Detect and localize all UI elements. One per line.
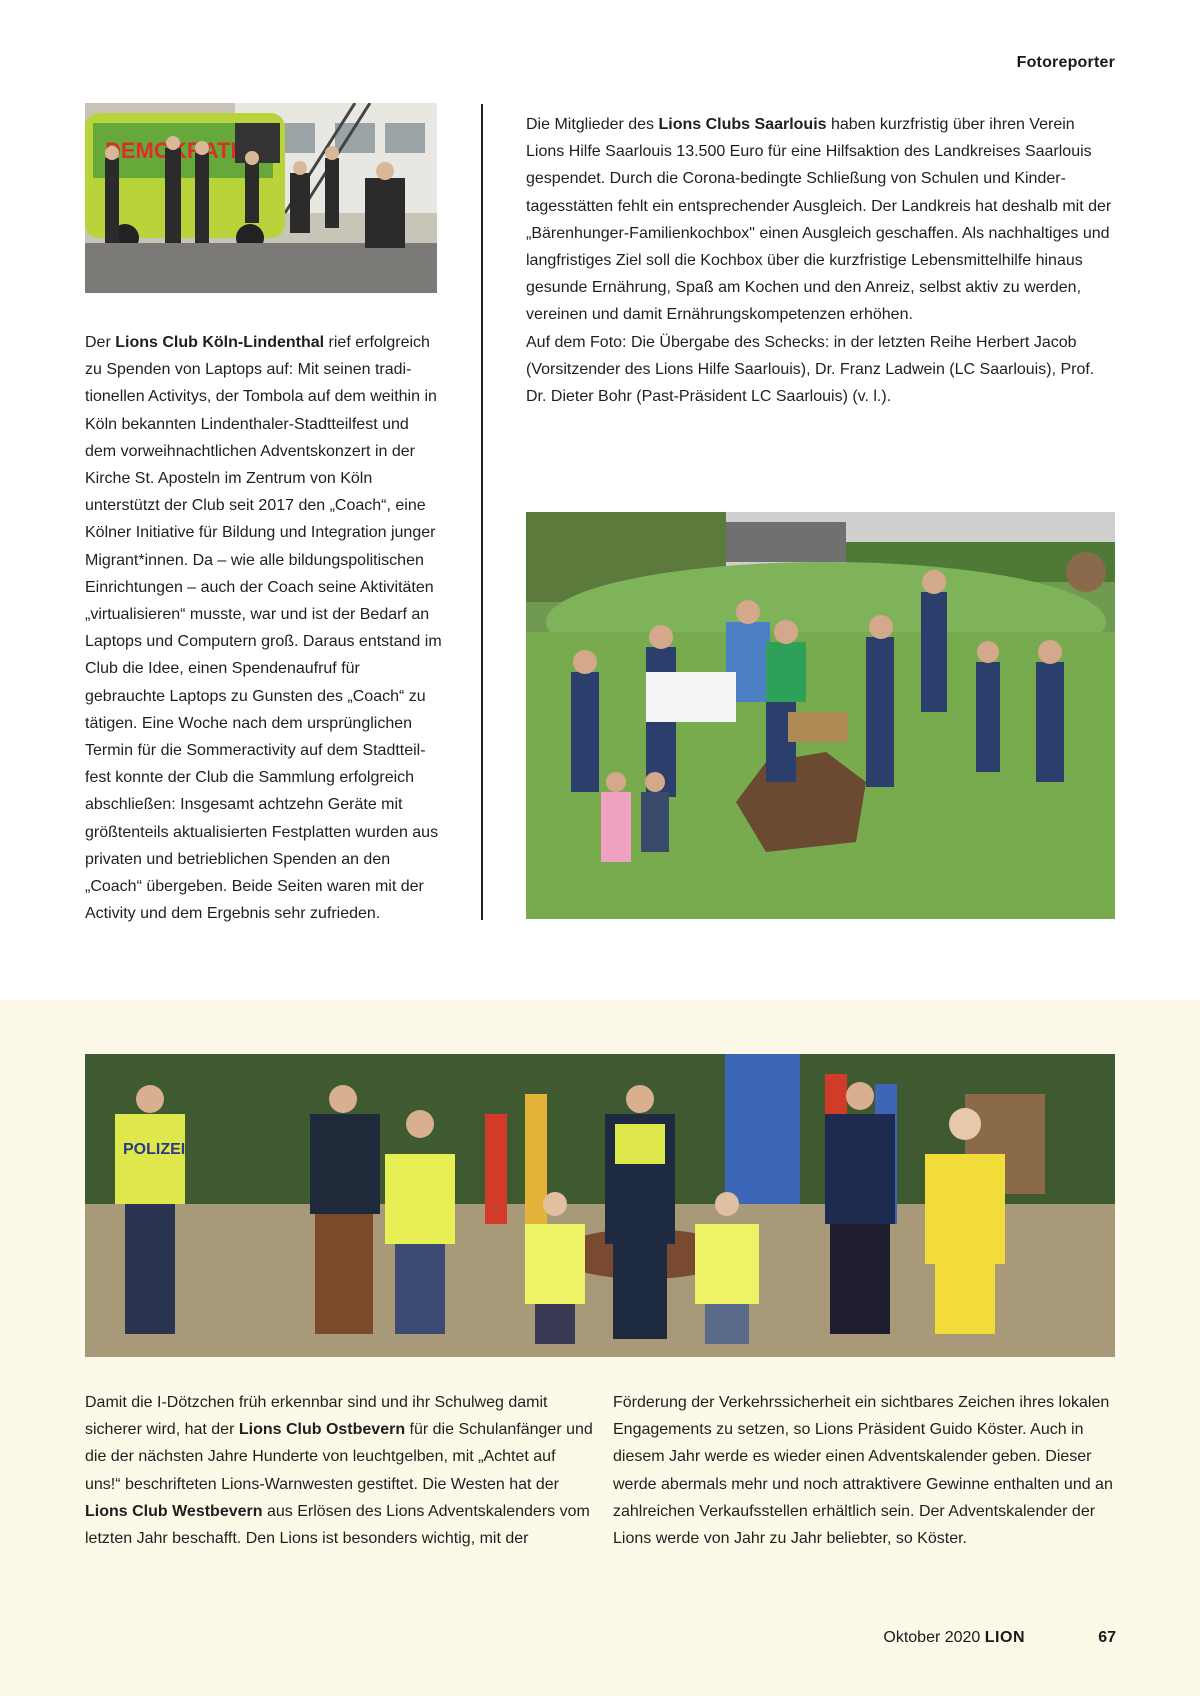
saarlouis-article	[526, 111, 1115, 410]
magazine-brand: LION	[984, 1629, 1025, 1646]
saarlouis-text-intro: Die Mitglieder des	[526, 116, 659, 133]
footer-issue	[883, 1629, 1025, 1647]
koeln-photo	[85, 103, 437, 293]
saarlouis-photo	[526, 512, 1115, 919]
section-label: Fotoreporter	[1016, 54, 1115, 71]
saarlouis-text-body: haben kurzfristig über ihren Verein Lions Hilfe Saarlouis 13.500 Euro für eine Hilfsaktion des Landkreises Saarlouis gespendet. Durch die Corona-bedingte Schließung von Schulen und Kindertagesstätten fehlt ein entsprechender Ausgleich. Der Landkreis hat deshalb mit der „Bärenhunger-Familienkochbox" einen Ausgleich geschaffen. Als nachhaltiges und langfristiges Ziel soll die Kochbox über die kurzfristige Lebensmittelhilfe hinaus gesunde Ernährung, Spaß am Kochen und den Anreiz, selbst aktiv zu werden, vereinen und damit Ernährungskompetenzen erhöhen.	[526, 116, 1112, 324]
ostbevern-article-left	[85, 1389, 595, 1552]
issue-date: Oktober 2020	[883, 1629, 981, 1646]
ostbevern-photo	[85, 1054, 1115, 1357]
ostbevern-text-end: aus Erlösen des Lions Adventskalenders vom letzten Jahr beschafft. Den Lions ist besonders wichtig, mit der	[85, 1502, 590, 1548]
club-name-saarlouis: Lions Clubs Saarlouis	[658, 116, 827, 133]
ostbevern-article-right	[613, 1389, 1118, 1552]
club-name-koeln: Lions Club Köln-Lindenthal	[115, 334, 325, 351]
koeln-text-intro: Der	[85, 334, 116, 351]
koeln-text-body: rief erfolgreich zu Spenden von Laptops auf: Mit seinen traditionellen Activitys, der Tombola auf dem weithin in Köln bekannten Lindenthaler-Stadtteilfest und dem vorweihnachtlichen Adventskonzert in der Kirche St. Aposteln im Zentrum von Köln unterstützt der Club seit 2017 den „Coach“, eine Kölner Initiative für Bildung und Integration junger Migrant*innen. Da – wie alle bildungspolitischen Einrichtungen – auch der Coach seine Aktivitäten „virtualisieren“ musste, war und ist der Bedarf an Laptops und Computern groß. Daraus entstand im Club die Idee, einen Spendenaufruf für gebrauchte Laptops zu Gunsten des „Coach“ zu tätigen. Eine Woche nach dem ursprünglichen Termin für die Sommeractivity auf dem Stadtteilfest konnte der Club die Sammlung erfolgreich abschließen: Insgesamt achtzehn Geräte mit größtenteils aktualisierten Festplatten wurden aus privaten und betrieblichen Spenden an den „Coach“ übergeben. Beide Seiten waren mit der Activity und dem Ergebnis sehr zufrieden.	[85, 334, 442, 923]
saarlouis-photo-caption: Auf dem Foto: Die Übergabe des Schecks: in der letzten Reihe Herbert Jacob (Vorsitzender des Lions Hilfe Saarlouis), Dr. Franz Ladwein (LC Saarlouis), Prof. Dr. Dieter Bohr (Past-Präsident LC Saarlouis) (v. l.).	[526, 333, 1095, 406]
police-vest-text: POLIZEI	[123, 1141, 186, 1158]
ostbevern-text-middle: für die Schulanfänger und die der nächsten Jahre Hunderte von leuchtgelben, mit „Achtet auf uns!“ beschrifteten Lions-Warnwesten gestiftet. Die Westen hat der	[85, 1421, 593, 1493]
ostbevern-text-intro: Damit die I-Dötzchen früh erkennbar sind und ihr Schulweg damit sicherer wird, hat der	[85, 1394, 548, 1439]
ostbevern-text-continued: Förderung der Verkehrssicherheit ein sichtbares Zeichen ihres lokalen Engagements zu setzen, so Lions Präsident Guido Köster. Auch in diesem Jahr werde es wieder einen Adventskalender geben. Dieser werde abermals mehr und noch attraktivere Gewinne enthalten und an zahlreichen Verkaufsstellen erhältlich sein. Der Adventskalender der Lions werde von Jahr zu Jahr beliebter, so Köster.	[613, 1394, 1113, 1548]
column-divider	[481, 104, 483, 920]
club-name-ostbevern: Lions Club Ostbevern	[238, 1421, 406, 1439]
page-number: 67	[1098, 1629, 1116, 1646]
koeln-article	[85, 329, 442, 927]
club-name-westbevern: Lions Club Westbevern	[85, 1502, 263, 1520]
